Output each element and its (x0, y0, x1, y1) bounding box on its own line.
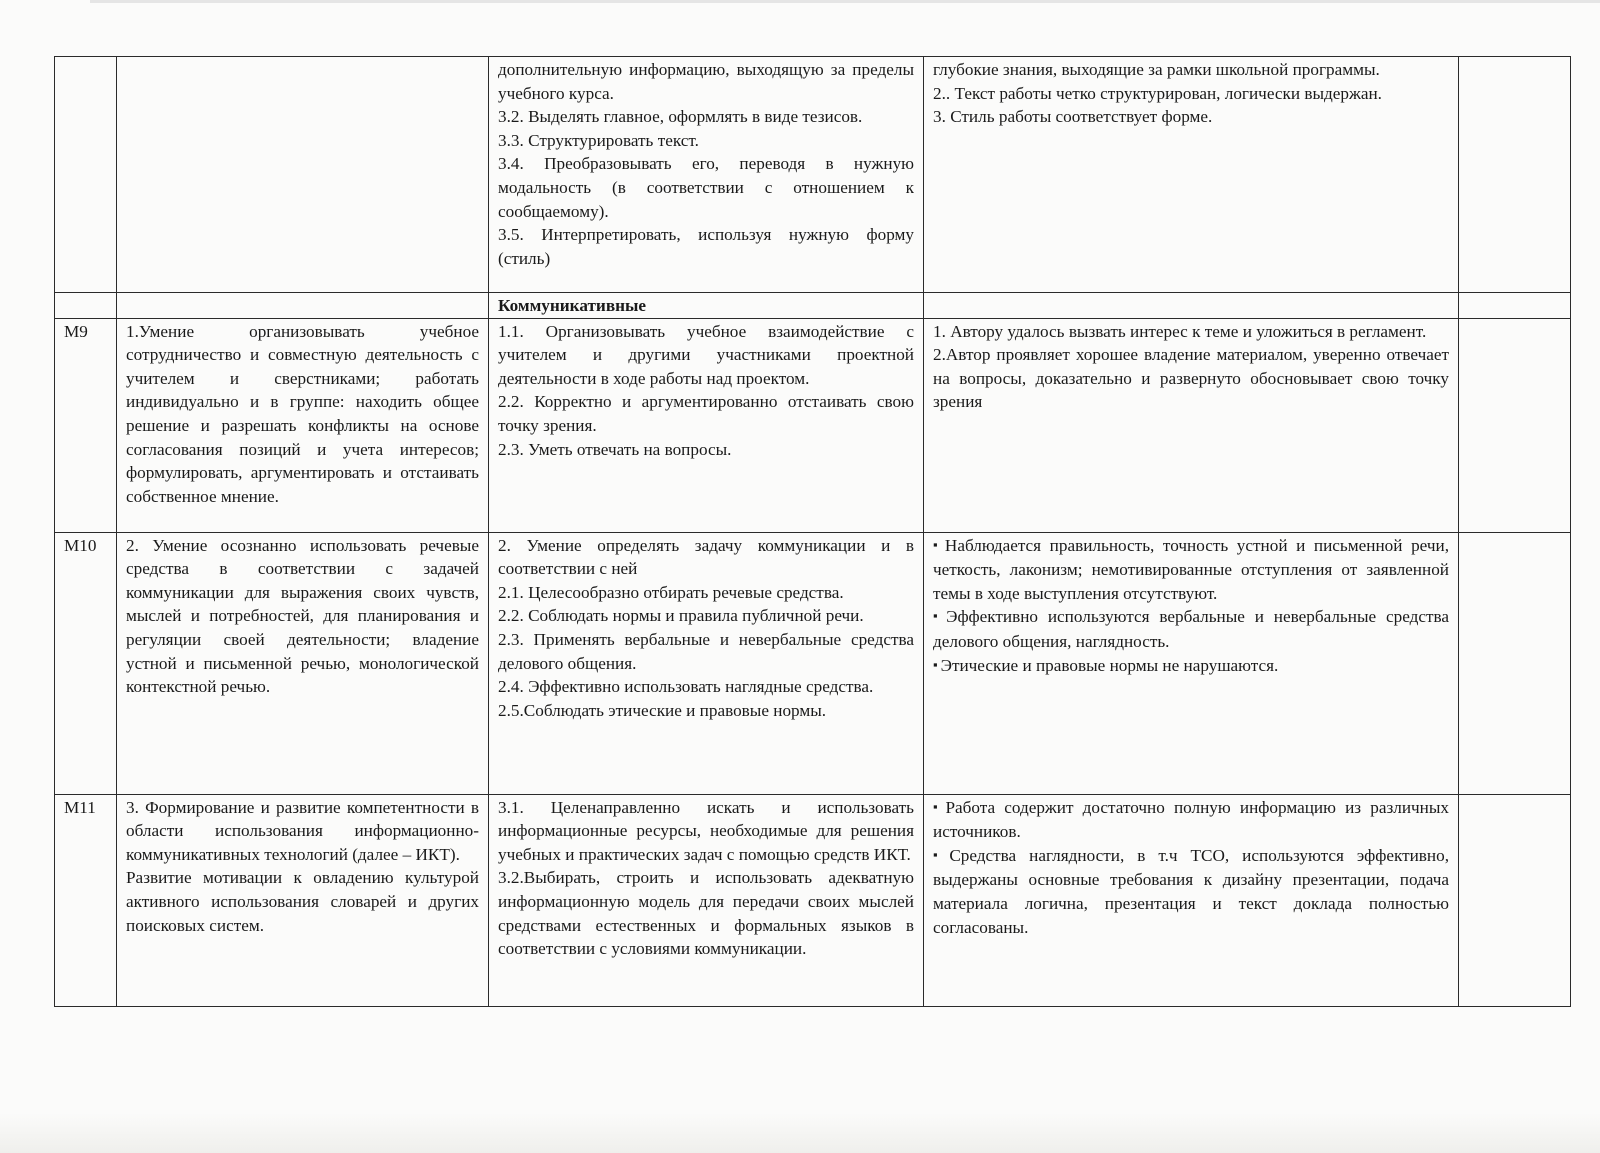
criteria-cell (924, 57, 1459, 293)
actions-cell (489, 57, 924, 293)
criteria-table (54, 56, 1571, 1007)
competence-cell (117, 532, 489, 794)
criteria-item: 2.Автор проявляет хорошее владение материалом, уверенно отвечает на вопросы, доказательно и развернуто обосновывает свою точку зрения (933, 345, 1449, 412)
actions-item: дополнительную информацию, выходящую за пределы учебного курса. (498, 60, 914, 103)
score-cell (1459, 532, 1571, 794)
actions-cell (489, 794, 924, 1006)
row-code: М9 (55, 318, 117, 532)
criteria-bullet-item: ▪ Работа содержит достаточно полную информацию из различных источников. (933, 796, 1449, 844)
actions-item: 1.1. Организовывать учебное взаимодействие с учителем и другими участниками проектной деятельности в ходе работы над проектом. (498, 321, 914, 388)
section-title: Коммуникативные (489, 293, 924, 319)
scan-edge (90, 0, 1600, 3)
competence-text: Развитие мотивации к овладению культурой активного использования словарей и других поисковых систем. (126, 868, 479, 935)
score-cell (1459, 794, 1571, 1006)
criteria-cell (924, 532, 1459, 794)
actions-item: 2.3. Уметь отвечать на вопросы. (498, 439, 732, 459)
table-row (55, 794, 1571, 1006)
actions-item: 3.2.Выбирать, строить и использовать адекватную информационную модель для передачи своих мыслей средствами естественных и формальных языков в соответствии с условиями коммуникации. (498, 868, 914, 959)
score-cell (1459, 318, 1571, 532)
row-code (55, 293, 117, 319)
row-code: М11 (55, 794, 117, 1006)
criteria-cell (924, 318, 1459, 532)
actions-item: 2.5.Соблюдать этические и правовые нормы. (498, 700, 827, 720)
actions-cell (489, 532, 924, 794)
criteria-cell (924, 794, 1459, 1006)
competence-text: 2. Умение осознанно использовать речевые средства в соответствии с задачей коммуникации для выражения своих чувств, мыслей и потребностей, для планирования и регуляции своей деятельности; владение устной и письменной речью, монологической контекстной речью. (126, 535, 479, 697)
actions-item: 3.3. Структурировать текст. (498, 130, 699, 150)
actions-item: 3.5. Интерпретировать, используя нужную форму (стиль) (498, 225, 914, 268)
row-code (55, 57, 117, 293)
score-cell (1459, 293, 1571, 319)
actions-item: 2. Умение определять задачу коммуникации и в соответствии с ней (498, 535, 914, 579)
actions-cell (489, 318, 924, 532)
section-row (55, 293, 1571, 319)
actions-item: 3.4. Преобразовывать его, переводя в нужную модальность (в соответствии с отношением к сообщаемому). (498, 154, 914, 221)
table-row (55, 318, 1571, 532)
criteria-bullet-item: ▪ Эффективно используются вербальные и невербальные средства делового общения, наглядность. (933, 605, 1449, 653)
criteria-item: 1. Автору удалось вызвать интерес к теме и уложиться в регламент. (933, 321, 1427, 341)
criteria-item: 3. Стиль работы соответствует форме. (933, 107, 1213, 127)
row-code: М10 (55, 532, 117, 794)
table-row (55, 57, 1571, 293)
table-row (55, 532, 1571, 794)
actions-item: 3.2. Выделять главное, оформлять в виде тезисов. (498, 107, 863, 127)
competence-cell (117, 57, 489, 293)
competence-text: 1.Умение организовывать учебное сотрудничество и совместную деятельность с учителем и сверстниками; работать индивидуально и в группе: находить общее решение и разрешать конфликты на основе согласования позиций и учета интересов; формулировать, аргументировать и отстаивать собственное мнение. (126, 321, 479, 506)
criteria-item: глубокие знания, выходящие за рамки школьной программы. (933, 60, 1380, 79)
criteria-bullet-item: ▪ Наблюдается правильность, точность устной и письменной речи, четкость, лаконизм; немотивированные отступления от заявленной темы в ходе выступления отсутствуют. (933, 534, 1449, 606)
competence-cell (117, 293, 489, 319)
competence-text: 3. Формирование и развитие компетентности в области использования информационно-коммуникативных технологий (далее – ИКТ). (126, 797, 479, 864)
competence-cell (117, 794, 489, 1006)
actions-item: 2.2. Корректно и аргументированно отстаивать свою точку зрения. (498, 392, 914, 435)
score-cell (1459, 57, 1571, 293)
competence-cell (117, 318, 489, 532)
criteria-item: 2.. Текст работы четко структурирован, логически выдержан. (933, 83, 1382, 103)
actions-item: 2.4. Эффективно использовать наглядные средства. (498, 677, 874, 697)
actions-item: 2.1. Целесообразно отбирать речевые средства. (498, 582, 844, 602)
criteria-cell (924, 293, 1459, 319)
actions-item: 3.1. Целенаправленно искать и использовать информационные ресурсы, необходимые для решения учебных и практических задач с помощью средств ИКТ. (498, 797, 914, 864)
criteria-bullet-item: ▪ Средства наглядности, в т.ч ТСО, используются эффективно, выдержаны основные требования к дизайну презентации, подача материала логична, презентация и текст доклада полностью согласованы. (933, 844, 1449, 939)
actions-item: 2.2. Соблюдать нормы и правила публичной речи. (498, 606, 864, 626)
actions-item: 2.3. Применять вербальные и невербальные средства делового общения. (498, 629, 914, 673)
criteria-bullet-item: ▪ Этические и правовые нормы не нарушаются. (933, 654, 1449, 679)
scan-shadow (0, 1113, 1600, 1153)
